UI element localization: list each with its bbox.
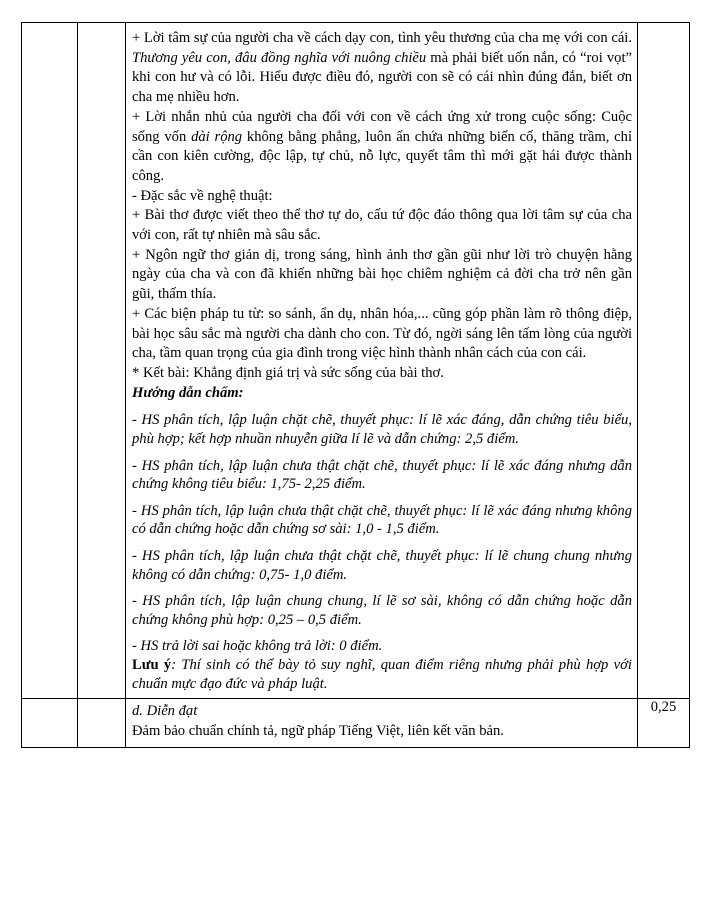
text-run: không bằng phẳng, luôn ẩn chứa những biến cố, thăng trầm, chỉ cần con kiên cường, độc lập, tự chủ, nỗ lực, quyết tâm thì mới gặt hái được thành công. [132,128,632,184]
cell-score [638,23,690,699]
grading-item: - HS phân tích, lập luận chưa thật chặt chẽ, thuyết phục: lí lẽ chung chung nhưng không có dẫn chứng: 0,75- 1,0 điểm. [132,547,632,583]
body-paragraph [132,108,632,187]
body-paragraph: + Ngôn ngữ thơ giản dị, trong sáng, hình ảnh thơ gần gũi như lời trò chuyện hằng ngày của cha và con đã khiến những bài học chiêm nghiệm cả đời cha trở nên gần gũi, thấm thía. [132,246,632,303]
text-run: mà phải biết uốn nắn, có “roi vọt” khi con hư và có lỗi. Hiểu được điều đó, người con sẽ có cái nhìn đúng đắn, biết ơn cha mẹ nhiều hơn. [132,49,632,106]
grading-item: - HS trả lời sai hoặc không trả lời: 0 điểm. [132,638,383,655]
grading-item: - HS phân tích, lập luận chưa thật chặt chẽ, thuyết phục: lí lẽ xác đáng nhưng không có dẫn chứng hoặc dẫn chứng sơ sài: 1,0 - 1,5 điểm. [132,502,632,538]
cell-content [126,698,638,747]
section-d-score: 0,25 [638,698,690,747]
text-run: + Lời tâm sự của người cha về cách dạy con, tình yêu thương của cha mẹ với con cái. [132,30,632,46]
cell-content [126,23,638,699]
note-label: Lưu ý [132,656,172,673]
grading-heading: Hướng dẫn chấm: [132,384,244,401]
table-row-content [22,23,690,699]
cell-part [78,23,126,699]
grading-item: - HS phân tích, lập luận chung chung, lí lẽ sơ sài, không có dẫn chứng hoặc dẫn chứng không phù hợp: 0,25 – 0,5 điểm. [132,593,632,628]
italic-text-run: Thương yêu con, đâu đồng nghĩa với nuông chiều [132,49,427,66]
body-paragraph: - Đặc sắc về nghệ thuật: [132,187,273,204]
cell-question-number [22,698,78,747]
italic-text-run: dài rộng [191,128,243,145]
text-run: + Lời nhắn nhủ của người cha đối với con về cách ứng xử trong cuộc sống: Cuộc sống vốn [132,108,632,145]
note-text: : Thí sinh có thể bày tỏ suy nghĩ, quan điểm riêng nhưng phải phù hợp với chuẩn mực đạo đức và pháp luật. [132,656,632,692]
section-d-text: Đảm bảo chuẩn chính tả, ngữ pháp Tiếng Việt, liên kết văn bản. [132,722,504,739]
table-row-section-d [22,698,690,747]
body-paragraph: + Bài thơ được viết theo thể thơ tự do, cấu tứ độc đáo thông qua lời tâm sự của cha với con, rất tự nhiên mà sâu sắc. [132,207,632,244]
grading-item: - HS phân tích, lập luận chưa thật chặt chẽ, thuyết phục: lí lẽ xác đáng nhưng dẫn chứng không tiêu biểu: 1,75- 2,25 điểm. [132,457,632,493]
section-d-title: d. Diễn đạt [132,702,198,719]
body-paragraph [132,29,632,108]
cell-question-number [22,23,78,699]
cell-part [78,698,126,747]
grading-item: - HS phân tích, lập luận chặt chẽ, thuyết phục: lí lẽ xác đáng, dẫn chứng tiêu biểu, phù hợp; kết hợp nhuần nhuyễn giữa lí lẽ và dẫn chứng: 2,5 điểm. [132,412,632,447]
answer-key-table [21,22,690,748]
body-paragraph: * Kết bài: Khẳng định giá trị và sức sống của bài thơ. [132,364,444,381]
body-paragraph: + Các biện pháp tu từ: so sánh, ẩn dụ, nhân hóa,... cũng góp phần làm rõ thông điệp, bài học sâu sắc mà người cha dành cho con. Từ đó, ngời sáng lên tấm lòng của người cha, tầm quan trọng của gia đình trong việc hình thành nhân cách của con cái. [132,305,632,362]
note-paragraph [132,656,632,694]
